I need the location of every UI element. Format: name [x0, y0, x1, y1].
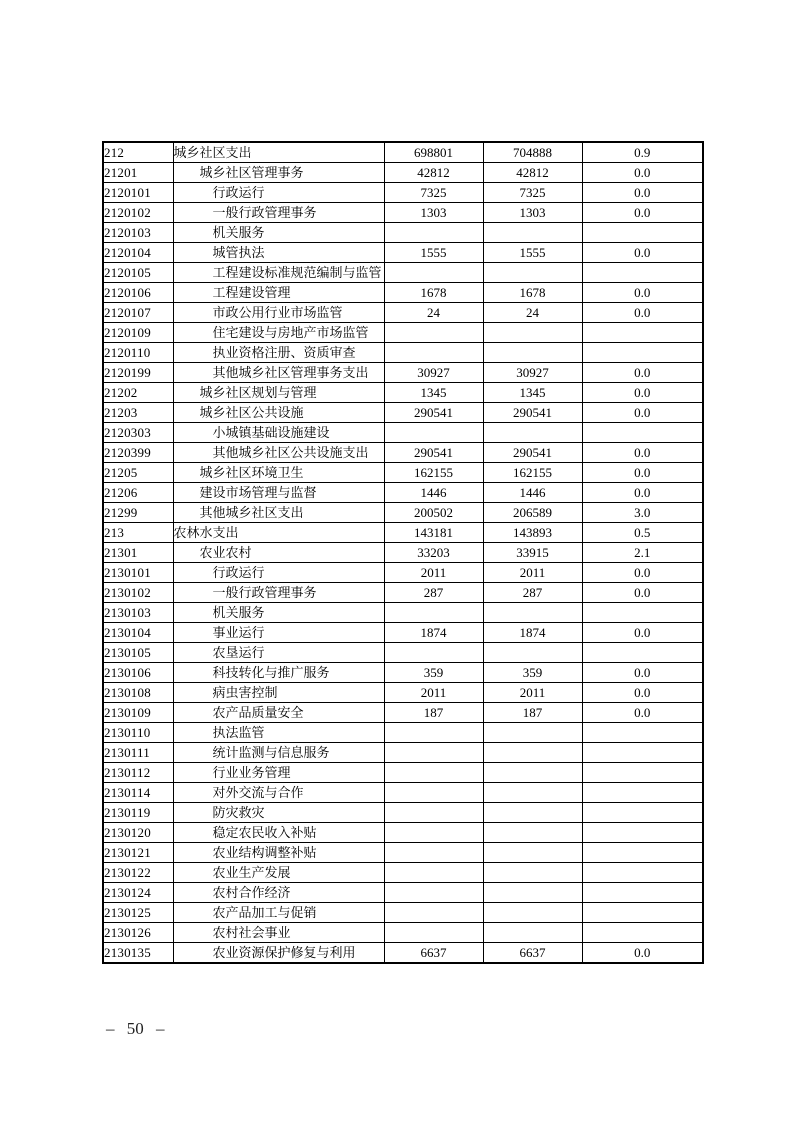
table-row — [103, 723, 703, 743]
row-value-budget — [384, 783, 483, 803]
table-row — [103, 263, 703, 283]
row-value-adjusted — [483, 903, 582, 923]
row-percent: 0.0 — [582, 663, 703, 683]
row-value-adjusted: 290541 — [483, 403, 582, 423]
table-row — [103, 503, 703, 523]
row-percent — [582, 423, 703, 443]
row-name: 城乡社区环境卫生 — [173, 463, 384, 483]
row-name: 行业业务管理 — [173, 763, 384, 783]
row-name: 农村合作经济 — [173, 883, 384, 903]
row-value-adjusted — [483, 803, 582, 823]
row-code: 2120399 — [103, 443, 173, 463]
row-value-budget: 42812 — [384, 163, 483, 183]
row-name: 稳定农民收入补贴 — [173, 823, 384, 843]
table-row — [103, 523, 703, 543]
row-code: 2120101 — [103, 183, 173, 203]
row-value-budget: 24 — [384, 303, 483, 323]
row-value-budget — [384, 743, 483, 763]
row-name: 农垦运行 — [173, 643, 384, 663]
row-name: 城乡社区管理事务 — [173, 163, 384, 183]
row-name: 农林水支出 — [173, 523, 384, 543]
row-name: 统计监测与信息服务 — [173, 743, 384, 763]
row-value-adjusted — [483, 823, 582, 843]
row-percent: 0.0 — [582, 683, 703, 703]
row-value-budget — [384, 863, 483, 883]
row-name: 城乡社区公共设施 — [173, 403, 384, 423]
row-value-budget: 33203 — [384, 543, 483, 563]
table-row — [103, 403, 703, 423]
row-code: 2130120 — [103, 823, 173, 843]
row-value-budget — [384, 223, 483, 243]
row-value-adjusted: 704888 — [483, 142, 582, 163]
table-row — [103, 763, 703, 783]
row-code: 2120106 — [103, 283, 173, 303]
row-code: 2130112 — [103, 763, 173, 783]
row-percent — [582, 723, 703, 743]
row-percent — [582, 643, 703, 663]
row-name: 城乡社区规划与管理 — [173, 383, 384, 403]
row-value-adjusted: 2011 — [483, 683, 582, 703]
row-code: 2120199 — [103, 363, 173, 383]
row-value-adjusted: 359 — [483, 663, 582, 683]
row-percent — [582, 343, 703, 363]
row-value-budget — [384, 423, 483, 443]
row-value-adjusted: 33915 — [483, 543, 582, 563]
row-value-adjusted — [483, 883, 582, 903]
row-percent — [582, 763, 703, 783]
row-value-budget: 7325 — [384, 183, 483, 203]
row-code: 21205 — [103, 463, 173, 483]
row-value-adjusted — [483, 723, 582, 743]
row-code: 2120107 — [103, 303, 173, 323]
row-name: 工程建设管理 — [173, 283, 384, 303]
row-value-budget: 143181 — [384, 523, 483, 543]
row-value-budget: 2011 — [384, 683, 483, 703]
row-percent: 0.0 — [582, 943, 703, 964]
table-row — [103, 203, 703, 223]
table-row — [103, 843, 703, 863]
row-code: 2130109 — [103, 703, 173, 723]
budget-table — [102, 141, 704, 964]
table-row — [103, 223, 703, 243]
row-code: 213 — [103, 523, 173, 543]
row-percent: 0.5 — [582, 523, 703, 543]
row-percent — [582, 803, 703, 823]
row-value-adjusted: 42812 — [483, 163, 582, 183]
table-row — [103, 323, 703, 343]
row-name: 住宅建设与房地产市场监管 — [173, 323, 384, 343]
row-code: 2130135 — [103, 943, 173, 964]
row-code: 2130103 — [103, 603, 173, 623]
row-value-budget: 290541 — [384, 403, 483, 423]
row-percent: 0.0 — [582, 383, 703, 403]
budget-table-body — [103, 142, 703, 963]
row-code: 2130108 — [103, 683, 173, 703]
row-code: 2120102 — [103, 203, 173, 223]
row-value-budget: 1874 — [384, 623, 483, 643]
row-percent — [582, 223, 703, 243]
row-code: 21301 — [103, 543, 173, 563]
row-percent: 0.0 — [582, 443, 703, 463]
row-percent: 2.1 — [582, 543, 703, 563]
row-name: 一般行政管理事务 — [173, 203, 384, 223]
row-value-adjusted: 30927 — [483, 363, 582, 383]
row-value-budget: 200502 — [384, 503, 483, 523]
row-percent: 0.0 — [582, 583, 703, 603]
row-value-adjusted: 1345 — [483, 383, 582, 403]
row-value-budget: 1303 — [384, 203, 483, 223]
row-name: 执业资格注册、资质审查 — [173, 343, 384, 363]
row-percent — [582, 903, 703, 923]
row-code: 2130105 — [103, 643, 173, 663]
table-row — [103, 863, 703, 883]
table-row — [103, 543, 703, 563]
table-row — [103, 903, 703, 923]
row-value-budget — [384, 763, 483, 783]
row-name: 农产品质量安全 — [173, 703, 384, 723]
row-code: 21202 — [103, 383, 173, 403]
row-value-adjusted — [483, 783, 582, 803]
row-code: 2130114 — [103, 783, 173, 803]
row-percent: 0.0 — [582, 403, 703, 423]
table-row — [103, 163, 703, 183]
row-percent: 0.9 — [582, 142, 703, 163]
row-code: 2130125 — [103, 903, 173, 923]
row-name: 防灾救灾 — [173, 803, 384, 823]
row-code: 2130126 — [103, 923, 173, 943]
row-name: 农产品加工与促销 — [173, 903, 384, 923]
row-value-budget: 359 — [384, 663, 483, 683]
row-name: 农业生产发展 — [173, 863, 384, 883]
row-value-adjusted: 1303 — [483, 203, 582, 223]
row-value-adjusted: 6637 — [483, 943, 582, 964]
row-value-adjusted: 1555 — [483, 243, 582, 263]
table-row — [103, 943, 703, 964]
table-row — [103, 563, 703, 583]
row-code: 2120105 — [103, 263, 173, 283]
row-value-adjusted — [483, 223, 582, 243]
row-code: 2130104 — [103, 623, 173, 643]
table-row — [103, 663, 703, 683]
row-value-adjusted — [483, 763, 582, 783]
row-code: 21299 — [103, 503, 173, 523]
row-percent — [582, 843, 703, 863]
row-name: 农业资源保护修复与利用 — [173, 943, 384, 964]
table-row — [103, 363, 703, 383]
row-percent: 0.0 — [582, 463, 703, 483]
row-name: 小城镇基础设施建设 — [173, 423, 384, 443]
row-name: 事业运行 — [173, 623, 384, 643]
row-code: 2120303 — [103, 423, 173, 443]
row-value-budget: 162155 — [384, 463, 483, 483]
row-percent: 0.0 — [582, 243, 703, 263]
row-value-adjusted — [483, 843, 582, 863]
row-percent — [582, 323, 703, 343]
row-value-budget — [384, 263, 483, 283]
row-percent: 0.0 — [582, 623, 703, 643]
row-percent: 0.0 — [582, 703, 703, 723]
row-name: 对外交流与合作 — [173, 783, 384, 803]
row-name: 城乡社区支出 — [173, 142, 384, 163]
row-percent — [582, 263, 703, 283]
table-row — [103, 463, 703, 483]
table-row — [103, 783, 703, 803]
row-value-budget: 698801 — [384, 142, 483, 163]
row-code: 2130111 — [103, 743, 173, 763]
row-code: 2120110 — [103, 343, 173, 363]
row-value-budget: 187 — [384, 703, 483, 723]
row-name: 农业农村 — [173, 543, 384, 563]
row-name: 一般行政管理事务 — [173, 583, 384, 603]
row-name: 建设市场管理与监督 — [173, 483, 384, 503]
row-value-adjusted — [483, 423, 582, 443]
row-percent: 0.0 — [582, 563, 703, 583]
row-code: 2120104 — [103, 243, 173, 263]
row-percent: 0.0 — [582, 283, 703, 303]
row-value-adjusted — [483, 923, 582, 943]
row-value-adjusted — [483, 643, 582, 663]
row-value-adjusted — [483, 343, 582, 363]
row-name: 农村社会事业 — [173, 923, 384, 943]
row-value-budget: 1555 — [384, 243, 483, 263]
row-code: 2130102 — [103, 583, 173, 603]
table-row — [103, 443, 703, 463]
row-percent — [582, 783, 703, 803]
row-value-adjusted — [483, 263, 582, 283]
table-row — [103, 583, 703, 603]
row-percent: 3.0 — [582, 503, 703, 523]
row-value-adjusted: 287 — [483, 583, 582, 603]
row-value-budget — [384, 823, 483, 843]
row-code: 2120109 — [103, 323, 173, 343]
table-row — [103, 423, 703, 443]
table-row — [103, 142, 703, 163]
row-value-adjusted — [483, 743, 582, 763]
row-value-adjusted — [483, 603, 582, 623]
row-name: 城管执法 — [173, 243, 384, 263]
row-code: 21206 — [103, 483, 173, 503]
row-value-adjusted: 206589 — [483, 503, 582, 523]
row-percent: 0.0 — [582, 483, 703, 503]
row-name: 机关服务 — [173, 223, 384, 243]
row-value-adjusted: 162155 — [483, 463, 582, 483]
row-percent — [582, 863, 703, 883]
row-value-budget: 1678 — [384, 283, 483, 303]
row-percent — [582, 743, 703, 763]
row-percent — [582, 883, 703, 903]
row-value-adjusted: 1874 — [483, 623, 582, 643]
row-value-adjusted: 143893 — [483, 523, 582, 543]
row-code: 2130101 — [103, 563, 173, 583]
table-row — [103, 703, 703, 723]
row-name: 机关服务 — [173, 603, 384, 623]
row-name: 工程建设标准规范编制与监管 — [173, 263, 384, 283]
row-code: 2130119 — [103, 803, 173, 823]
row-name: 行政运行 — [173, 563, 384, 583]
row-percent: 0.0 — [582, 303, 703, 323]
table-row — [103, 603, 703, 623]
row-value-budget — [384, 643, 483, 663]
row-value-budget — [384, 903, 483, 923]
row-value-budget: 2011 — [384, 563, 483, 583]
row-value-budget — [384, 883, 483, 903]
row-value-budget: 6637 — [384, 943, 483, 964]
table-row — [103, 243, 703, 263]
row-value-budget — [384, 343, 483, 363]
row-percent — [582, 923, 703, 943]
row-code: 2130124 — [103, 883, 173, 903]
row-value-budget: 290541 — [384, 443, 483, 463]
row-name: 科技转化与推广服务 — [173, 663, 384, 683]
row-name: 其他城乡社区管理事务支出 — [173, 363, 384, 383]
table-row — [103, 343, 703, 363]
row-code: 212 — [103, 142, 173, 163]
row-percent: 0.0 — [582, 363, 703, 383]
row-name: 其他城乡社区公共设施支出 — [173, 443, 384, 463]
table-row — [103, 683, 703, 703]
row-name: 执法监管 — [173, 723, 384, 743]
table-row — [103, 823, 703, 843]
row-value-adjusted: 24 — [483, 303, 582, 323]
row-percent: 0.0 — [582, 183, 703, 203]
row-value-adjusted — [483, 323, 582, 343]
row-value-budget: 30927 — [384, 363, 483, 383]
table-row — [103, 803, 703, 823]
row-code: 2130121 — [103, 843, 173, 863]
row-value-budget: 1446 — [384, 483, 483, 503]
row-value-budget — [384, 843, 483, 863]
page-number: – 50 – — [106, 1019, 165, 1038]
row-name: 农业结构调整补贴 — [173, 843, 384, 863]
row-percent: 0.0 — [582, 163, 703, 183]
row-value-budget — [384, 723, 483, 743]
row-code: 2130106 — [103, 663, 173, 683]
row-percent — [582, 823, 703, 843]
row-code: 21203 — [103, 403, 173, 423]
row-code: 21201 — [103, 163, 173, 183]
row-code: 2120103 — [103, 223, 173, 243]
row-value-adjusted: 7325 — [483, 183, 582, 203]
table-row — [103, 643, 703, 663]
row-name: 病虫害控制 — [173, 683, 384, 703]
row-value-budget: 1345 — [384, 383, 483, 403]
row-code: 2130122 — [103, 863, 173, 883]
row-value-budget — [384, 323, 483, 343]
table-row — [103, 623, 703, 643]
row-value-adjusted — [483, 863, 582, 883]
row-value-budget — [384, 803, 483, 823]
row-percent — [582, 603, 703, 623]
row-name: 行政运行 — [173, 183, 384, 203]
table-row — [103, 743, 703, 763]
row-value-adjusted: 1446 — [483, 483, 582, 503]
table-row — [103, 483, 703, 503]
row-value-adjusted: 2011 — [483, 563, 582, 583]
row-value-adjusted: 290541 — [483, 443, 582, 463]
table-row — [103, 383, 703, 403]
row-value-adjusted: 187 — [483, 703, 582, 723]
table-row — [103, 883, 703, 903]
table-row — [103, 923, 703, 943]
row-code: 2130110 — [103, 723, 173, 743]
row-value-budget: 287 — [384, 583, 483, 603]
table-row — [103, 183, 703, 203]
row-value-adjusted: 1678 — [483, 283, 582, 303]
row-value-budget — [384, 923, 483, 943]
row-name: 市政公用行业市场监管 — [173, 303, 384, 323]
table-row — [103, 303, 703, 323]
row-name: 其他城乡社区支出 — [173, 503, 384, 523]
row-percent: 0.0 — [582, 203, 703, 223]
row-value-budget — [384, 603, 483, 623]
table-row — [103, 283, 703, 303]
